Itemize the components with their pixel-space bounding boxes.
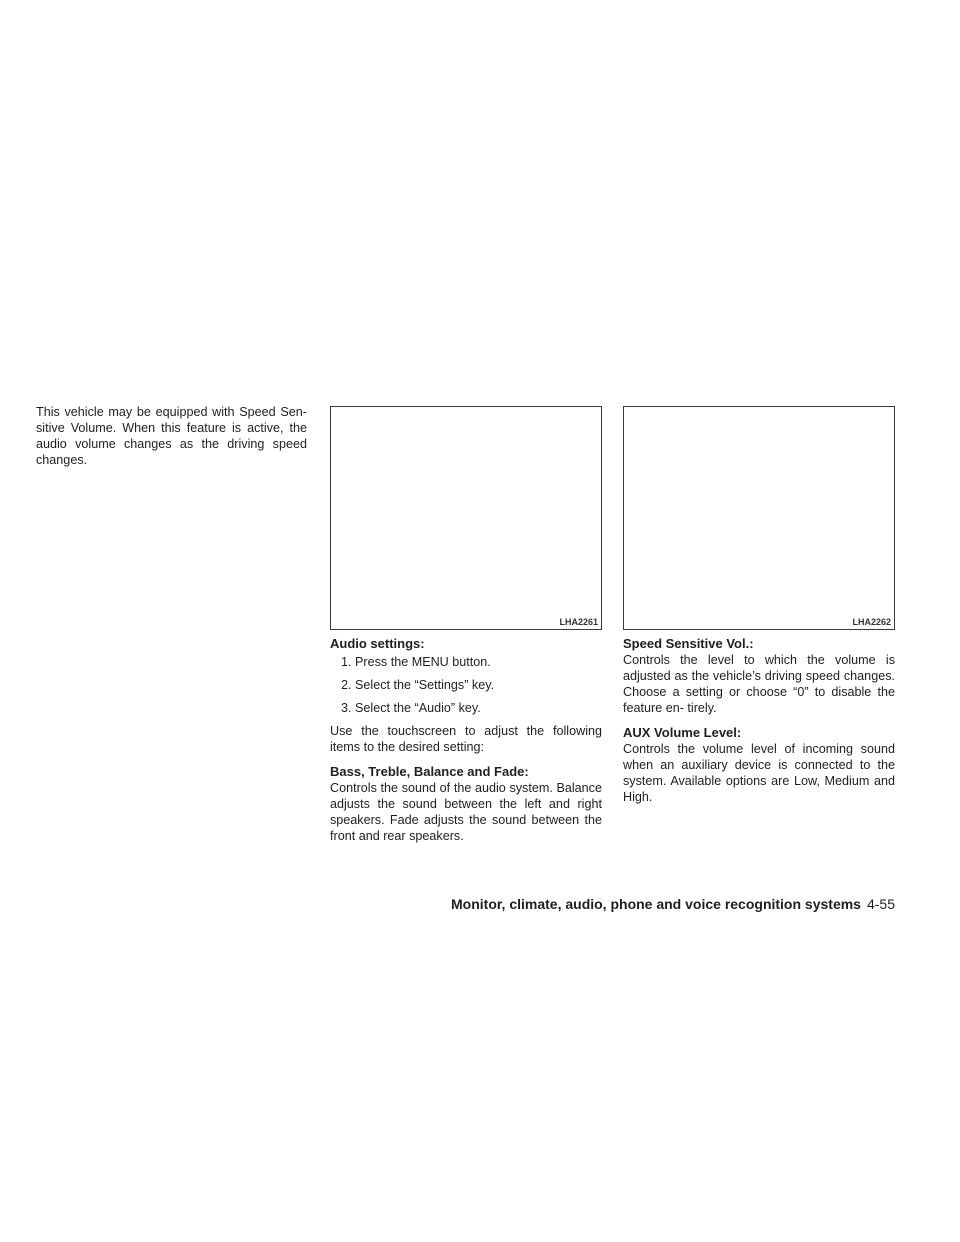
steps-list <box>330 654 602 716</box>
footer-section-title: Monitor, climate, audio, phone and voice recognition systems <box>451 896 861 912</box>
figure-speed-sensitive-screen <box>623 406 895 630</box>
intro-line: This vehicle may be equipped with Speed Sen- <box>36 405 307 419</box>
aux-volume-heading: AUX Volume Level: <box>623 725 742 740</box>
audio-settings-section <box>330 636 602 844</box>
speed-sensitive-text: Controls the level to which the volume is adjusted as the vehicle’s driving speed changes. Choose a setting or choose “0” to disable the feature en- tirely. <box>623 653 895 715</box>
page-number: 4-55 <box>866 896 895 912</box>
audio-settings-heading: Audio settings: <box>330 636 425 651</box>
intro-line: sitive Volume. When this feature is active, the <box>36 421 307 435</box>
figure-audio-settings-screen <box>330 406 602 630</box>
bass-treble-heading: Bass, Treble, Balance and Fade: <box>330 764 529 779</box>
right-column-section <box>623 636 895 805</box>
figure-code: LHA2261 <box>559 617 598 627</box>
bass-treble-text: Controls the sound of the audio system. Balance adjusts the sound between the left and right speakers. Fade adjusts the sound between the front and rear speakers. <box>330 781 602 843</box>
intro-line: audio volume changes as the driving speed <box>36 437 307 451</box>
intro-line: changes. <box>36 453 88 467</box>
step-item: 1. Press the MENU button. <box>341 655 491 669</box>
step-item: 3. Select the “Audio” key. <box>341 701 481 715</box>
figure-code: LHA2262 <box>852 617 891 627</box>
speed-sensitive-heading: Speed Sensitive Vol.: <box>623 636 754 651</box>
intro-paragraph <box>36 404 307 468</box>
aux-volume-text: Controls the volume level of incoming sound when an auxiliary device is connected to the system. Available options are Low, Medium and High. <box>623 742 895 804</box>
instruction-text: Use the touchscreen to adjust the following items to the desired setting: <box>330 724 602 754</box>
step-item: 2. Select the “Settings” key. <box>341 678 495 692</box>
page-footer <box>451 895 895 913</box>
